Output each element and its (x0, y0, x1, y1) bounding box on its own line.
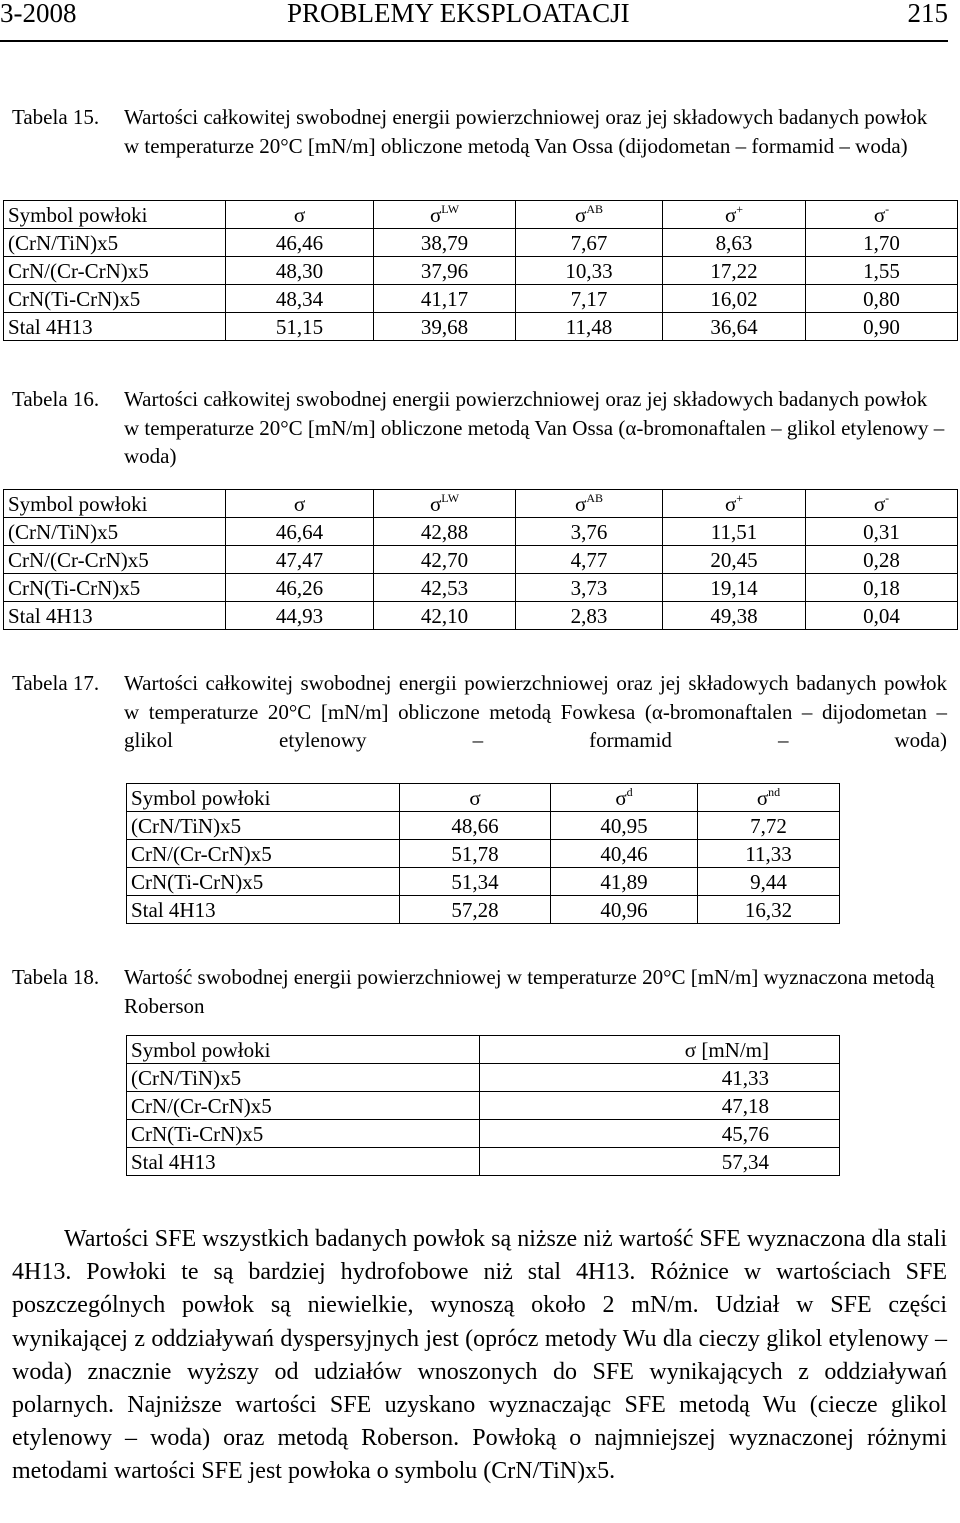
cell-value: 11,51 (663, 518, 806, 546)
header-symbol: Symbol powłoki (4, 490, 226, 518)
header-sigma: σ (400, 784, 551, 812)
table-row (127, 1148, 840, 1176)
cell-value: 46,26 (226, 574, 374, 602)
cell-value: 44,93 (226, 602, 374, 630)
table-16-caption (12, 385, 947, 471)
header-sigma-minus: σ- (806, 490, 958, 518)
cell-value: 17,22 (663, 257, 806, 285)
table-17-header-row (127, 784, 840, 812)
cell-value: 47,47 (226, 546, 374, 574)
cell-value: 0,80 (806, 285, 958, 313)
table-16-header-row (4, 490, 958, 518)
table-17 (126, 783, 840, 924)
cell-value: 0,28 (806, 546, 958, 574)
header-sigma: σ (226, 201, 374, 229)
cell-value: 9,44 (698, 868, 840, 896)
cell-symbol: CrN/(Cr-CrN)x5 (4, 257, 226, 285)
cell-value: 16,02 (663, 285, 806, 313)
cell-value: 48,30 (226, 257, 374, 285)
cell-value: 20,45 (663, 546, 806, 574)
cell-value: 8,63 (663, 229, 806, 257)
cell-value: 41,89 (551, 868, 698, 896)
cell-value: 42,88 (374, 518, 516, 546)
header-sigma-ab: $\sigma^{AB}$ (516, 201, 663, 229)
cell-value: 11,33 (698, 840, 840, 868)
cell-value: 40,46 (551, 840, 698, 868)
table-15-caption-text: Wartości całkowitej swobodnej energii powierzchniowej oraz jej składowych badanych powłok w temperaturze 20°C [mN/m] obliczone metodą Van Ossa (dijodometan – formamid – woda) (124, 105, 928, 158)
header-sigma-minus: σ- (806, 201, 958, 229)
table-17-label: Tabela 17. (12, 671, 100, 695)
header-sigma-nd: $\sigma^{nd}$ (698, 784, 840, 812)
cell-value: 51,78 (400, 840, 551, 868)
table-18 (126, 1035, 840, 1176)
header-sigma-plus: σ+ (663, 201, 806, 229)
cell-value: 0,90 (806, 313, 958, 341)
table-15 (3, 200, 958, 341)
cell-value: 10,33 (516, 257, 663, 285)
cell-value: 0,18 (806, 574, 958, 602)
cell-value: 0,04 (806, 602, 958, 630)
cell-symbol: Stal 4H13 (127, 1148, 480, 1176)
cell-value: 47,18 (480, 1092, 840, 1120)
cell-value: 4,77 (516, 546, 663, 574)
table-16-caption-text: Wartości całkowitej swobodnej energii powierzchniowej oraz jej składowych badanych powłok w temperaturze 20°C [mN/m] obliczone metodą Van Ossa (α-bromonaftalen – glikol etylenowy – woda) (124, 387, 945, 468)
cell-value: 1,70 (806, 229, 958, 257)
cell-symbol: (CrN/TiN)x5 (127, 812, 400, 840)
cell-symbol: Stal 4H13 (127, 896, 400, 924)
cell-symbol: (CrN/TiN)x5 (4, 229, 226, 257)
table-row (127, 1092, 840, 1120)
cell-value: 48,66 (400, 812, 551, 840)
cell-value: 7,67 (516, 229, 663, 257)
journal-issue: 3-2008 (0, 0, 77, 28)
cell-value: 41,33 (480, 1064, 840, 1092)
cell-value: 3,73 (516, 574, 663, 602)
table-row (127, 840, 840, 868)
cell-value: 51,15 (226, 313, 374, 341)
cell-symbol: Stal 4H13 (4, 602, 226, 630)
cell-value: 45,76 (480, 1120, 840, 1148)
header-symbol: Symbol powłoki (127, 784, 400, 812)
header-symbol: Symbol powłoki (127, 1036, 480, 1064)
cell-value: 41,17 (374, 285, 516, 313)
table-row (127, 812, 840, 840)
header-sigma-ab: $\sigma^{AB}$ (516, 490, 663, 518)
header-sigma: σ (226, 490, 374, 518)
header-sigma-lw: $\sigma^{LW}$ (374, 201, 516, 229)
table-row (4, 574, 958, 602)
cell-symbol: Stal 4H13 (4, 313, 226, 341)
cell-value: 1,55 (806, 257, 958, 285)
table-18-caption (12, 963, 947, 1020)
cell-value: 11,48 (516, 313, 663, 341)
table-18-caption-text: Wartość swobodnej energii powierzchniowej w temperaturze 20°C [mN/m] wyznaczona metodą Roberson (124, 965, 935, 1018)
table-15-header-row (4, 201, 958, 229)
table-row (4, 229, 958, 257)
table-15-caption (12, 103, 947, 160)
table-row (4, 257, 958, 285)
table-row (127, 1064, 840, 1092)
header-sigma-mn-m: σ [mN/m] (480, 1036, 840, 1064)
cell-value: 2,83 (516, 602, 663, 630)
header-sigma-d: $\sigma^d$ (551, 784, 698, 812)
cell-value: 0,31 (806, 518, 958, 546)
table-row (127, 1120, 840, 1148)
table-row (4, 313, 958, 341)
header-sigma-lw: $\sigma^{LW}$ (374, 490, 516, 518)
table-row (4, 546, 958, 574)
cell-value: 16,32 (698, 896, 840, 924)
table-17-caption-text: Wartości całkowitej swobodnej energii powierzchniowej oraz jej składowych badanych powłok w temperaturze 20°C [mN/m] obliczone metodą Fowkesa (α-bromonaftalen – dijodometan – glikol etylenowy – formamid – woda) (124, 671, 947, 752)
header-sigma-plus: σ+ (663, 490, 806, 518)
cell-symbol: (CrN/TiN)x5 (4, 518, 226, 546)
cell-value: 7,72 (698, 812, 840, 840)
table-18-header-row (127, 1036, 840, 1064)
table-16 (3, 489, 958, 630)
table-row (4, 285, 958, 313)
cell-symbol: CrN/(Cr-CrN)x5 (127, 840, 400, 868)
cell-value: 39,68 (374, 313, 516, 341)
cell-value: 46,64 (226, 518, 374, 546)
table-row (127, 896, 840, 924)
cell-value: 40,96 (551, 896, 698, 924)
cell-symbol: CrN(Ti-CrN)x5 (4, 285, 226, 313)
table-16-label: Tabela 16. (12, 387, 100, 411)
header-symbol: Symbol powłoki (4, 201, 226, 229)
cell-value: 46,46 (226, 229, 374, 257)
table-row (127, 868, 840, 896)
cell-value: 51,34 (400, 868, 551, 896)
cell-symbol: (CrN/TiN)x5 (127, 1064, 480, 1092)
cell-value: 42,53 (374, 574, 516, 602)
table-row (4, 602, 958, 630)
cell-value: 19,14 (663, 574, 806, 602)
table-17-caption (12, 669, 947, 755)
cell-value: 36,64 (663, 313, 806, 341)
cell-symbol: CrN/(Cr-CrN)x5 (127, 1092, 480, 1120)
cell-value: 40,95 (551, 812, 698, 840)
table-18-label: Tabela 18. (12, 965, 100, 989)
page-header (0, 0, 948, 42)
cell-value: 57,28 (400, 896, 551, 924)
cell-value: 7,17 (516, 285, 663, 313)
body-paragraph: Wartości SFE wszystkich badanych powłok są niższe niż wartość SFE wyznaczona dla stali 4H13. Powłoki te są bardziej hydrofobowe niż stal 4H13. Różnice w wartościach SFE poszczególnych powłok są niewielkie, wynoszą około 2 mN/m. Udział w SFE części wynikającej z oddziaływań dyspersyjnych jest (oprócz metody Wu dla cieczy glikol etylenowy – woda) znacznie wyższy od udziałów wnoszonych do SFE wynikających z oddziaływań polarnych. Najniższe wartości SFE uzyskano wyznaczając SFE metodą Wu (ciecze glikol etylenowy – woda) oraz metodą Roberson. Powłoką o najmniejszej wyznaczonej różnymi metodami wartości SFE jest powłoka o symbolu (CrN/TiN)x5. (12, 1226, 947, 1485)
journal-title: PROBLEMY EKSPLOATACJI (287, 0, 630, 28)
page-number: 215 (907, 0, 948, 28)
cell-value: 57,34 (480, 1148, 840, 1176)
table-15-label: Tabela 15. (12, 105, 100, 129)
cell-value: 37,96 (374, 257, 516, 285)
cell-value: 42,10 (374, 602, 516, 630)
cell-value: 48,34 (226, 285, 374, 313)
cell-symbol: CrN(Ti-CrN)x5 (4, 574, 226, 602)
cell-symbol: CrN(Ti-CrN)x5 (127, 868, 400, 896)
cell-value: 38,79 (374, 229, 516, 257)
table-row (4, 518, 958, 546)
cell-value: 3,76 (516, 518, 663, 546)
cell-symbol: CrN(Ti-CrN)x5 (127, 1120, 480, 1148)
cell-symbol: CrN/(Cr-CrN)x5 (4, 546, 226, 574)
cell-value: 49,38 (663, 602, 806, 630)
cell-value: 42,70 (374, 546, 516, 574)
